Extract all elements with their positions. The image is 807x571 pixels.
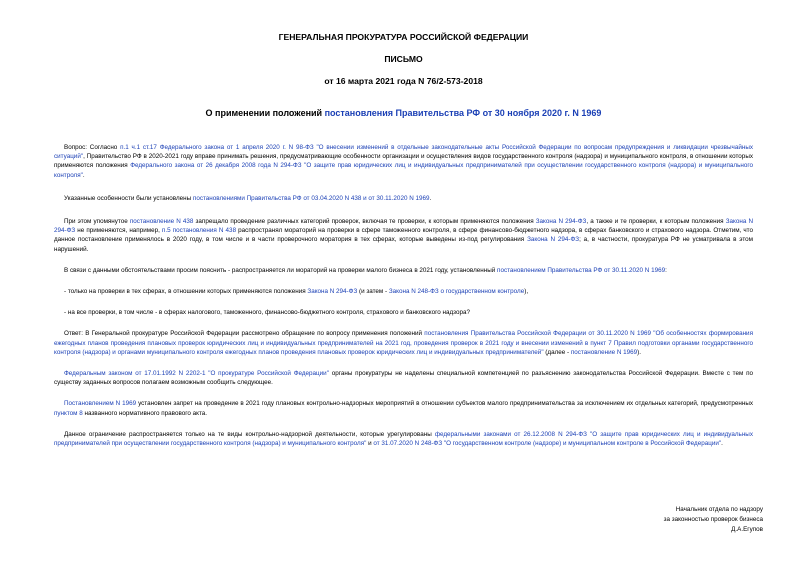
- signature-position-cont: за законностью проверок бизнеса: [663, 516, 763, 523]
- link-postanovlenie-1969[interactable]: Постановлением N 1969: [64, 400, 137, 408]
- issuer-org: ГЕНЕРАЛЬНАЯ ПРОКУРАТУРА РОССИЙСКОЙ ФЕДЕРАЦИИ: [278, 32, 529, 42]
- text: .: [82, 171, 85, 179]
- text: и: [366, 440, 374, 448]
- text: Данное ограничение распространяется только на те виды контрольно-надзорной деятельности, которые урегулированы: [64, 430, 435, 438]
- paragraph-question: [54, 143, 753, 180]
- text: , а также и те проверки, к которым положения: [586, 218, 726, 226]
- link-postanovleniya[interactable]: постановлениями Правительства РФ от 03.04.2020 N 438 и от 30.11.2020 N 1969: [192, 194, 430, 202]
- link-postanovlenie-438[interactable]: постановление N 438: [129, 218, 194, 226]
- paragraph-ban: [54, 399, 753, 417]
- paragraph-option-1: [54, 287, 753, 296]
- text: ),: [524, 288, 529, 296]
- link-postanovlenie-1969[interactable]: постановлением Правительства РФ от 30.11.2020 N 1969: [497, 266, 666, 274]
- signature-position: Начальник отдела по надзору: [675, 506, 763, 513]
- paragraph-limitation: [54, 430, 753, 448]
- text: (и затем -: [357, 288, 389, 296]
- link-294fz[interactable]: Федерального закона от 26 декабря 2008 года N 294-ФЗ "О защите прав юридических лиц и индивидуальных предпринимателей при осуществлении государственного контроля (надзора) и муниципального контроля": [54, 162, 753, 179]
- text: органы прокуратуры не наделены специальной компетенцией по разъяснению законодательства Российской Федерации. Вместе с тем по существу заданных вопросов полагаем возможным сообщить следующее.: [54, 370, 753, 387]
- text: распространял мораторий на проверки в сфере таможенного контроля, в сфере финансово-бюджетного надзора, в сферах банковского и страхового надзора. Отметим, что данное постановление применялось в 2020 году, в том числе и в части проверочного моратория в тех сферах, которые выведены из-под регулирования: [54, 227, 753, 244]
- subject-link[interactable]: постановления Правительства РФ от 30 ноября 2020 г. N 1969: [324, 108, 602, 118]
- link-zakon-o-prokurature[interactable]: Федеральным законом от 17.01.1992 N 2202-1 "О прокуратуре Российской Федерации": [64, 370, 329, 378]
- link-zakon-294fz[interactable]: Закона N 294-ФЗ: [307, 288, 358, 296]
- subject-prefix: О применении положений: [205, 108, 325, 118]
- paragraph-prosecutor-law: [54, 369, 753, 387]
- link-zakon-248fz[interactable]: от 31.07.2020 N 248-ФЗ "О государственном контроле (надзоре) и муниципальном контроле в Российской Федерации": [373, 440, 722, 448]
- document-type: ПИСЬМО: [384, 54, 423, 64]
- text: названного нормативного правового акта.: [82, 409, 208, 417]
- text: .: [721, 440, 723, 448]
- text: , Правительство РФ в 2020-2021 году вправе принимать решения, предусматривающие особенности организации и осуществления видов государственного контроля (надзора) и муниципального контроля, в отношении которых применяются положения: [54, 153, 753, 170]
- link-zakon-248fz[interactable]: Закона N 248-ФЗ о государственном контроле: [388, 288, 525, 296]
- link-federalnye-zakony[interactable]: федеральными законами от 26.12.2008 N 294-ФЗ "О защите прав юридических лиц и индивидуальных предпринимателей при осуществлении государственного контроля (надзора) и муниципального контроля": [54, 430, 753, 448]
- document-subject: [54, 107, 753, 119]
- text: - только на проверки в тех сферах, в отношении которых применяются положения: [64, 288, 308, 296]
- paragraph-438: [54, 217, 753, 254]
- signature-block: [664, 505, 763, 535]
- text: При этом упомянутое: [64, 218, 130, 226]
- text: :: [665, 266, 667, 274]
- link-zakon-294fz[interactable]: Закона N 294-ФЗ: [54, 218, 754, 235]
- text: - на все проверки, в том числе - в сферах налогового, таможенного, финансово-бюджетного контроля, страхового и банковского надзора?: [64, 309, 470, 317]
- paragraph-request: [54, 266, 753, 275]
- text: .: [429, 194, 432, 202]
- text: установлен запрет на проведение в 2021 году плановых контрольно-надзорных мероприятий в отношении субъектов малого предпринимательства за исключением их отдельных категорий, предусмотренных: [136, 400, 753, 408]
- signature-name: Д.А.Егупов: [731, 526, 763, 533]
- text: В связи с данными обстоятельствами просим пояснить - распространяется ли мораторий на проверки малого бизнеса в 2021 году, установленный: [64, 266, 498, 274]
- link-p5-438[interactable]: п.5 постановления N 438: [161, 227, 237, 235]
- paragraph-option-2: [54, 308, 753, 317]
- link-punkt-8[interactable]: пунктом 8: [54, 409, 83, 417]
- text: запрещало проведение различных категорий проверок, включая те проверки, к которым применяются положения: [193, 218, 536, 226]
- text: Ответ: В Генеральной прокуратуре Российской Федерации рассмотрено обращение по вопросу применения положений: [64, 330, 425, 338]
- link-98fz[interactable]: п.1 ч.1 ст.17 Федерального закона от 1 апреля 2020 г. N 98-ФЗ "О внесении изменений в отдельные законодательные акты Российской Федерации по вопросам предупреждения и ликвидации чрезвычайных ситуаций": [54, 144, 753, 161]
- paragraph-features: [54, 194, 753, 203]
- text: Вопрос: Согласно: [64, 144, 121, 151]
- text: ).: [637, 348, 642, 356]
- text: ; а, в частности, прокуратура РФ не усматривала в этом нарушений.: [54, 236, 754, 253]
- text: Указанные особенности были установлены: [64, 194, 193, 202]
- link-zakon-294fz[interactable]: Закона N 294-ФЗ: [535, 218, 587, 226]
- text: не применяются, например,: [75, 227, 162, 235]
- link-postanovlenie-1969-full[interactable]: постановления Правительства Российской Федерации от 30.11.2020 N 1969 "Об особенностях формирования ежегодных планов проведения плановых проверок юридических лиц и индивидуальных предпринимателей на 2021 год, проведения проверок в 2021 году и внесении изменений в пункт 7 Правил подготовки органами государственного контроля (надзора) и органами муниципального контроля ежегодных планов проведения плановых проверок юридических лиц и индивидуальных предпринимателей": [54, 330, 753, 356]
- document-date-number: от 16 марта 2021 года N 76/2-573-2018: [324, 76, 483, 86]
- link-postanovlenie-1969[interactable]: постановление N 1969: [570, 348, 638, 356]
- link-zakon-294fz[interactable]: Закона N 294-ФЗ: [527, 236, 580, 244]
- text: (далее -: [543, 348, 571, 356]
- paragraph-answer: [54, 329, 753, 357]
- document-body: [54, 143, 753, 448]
